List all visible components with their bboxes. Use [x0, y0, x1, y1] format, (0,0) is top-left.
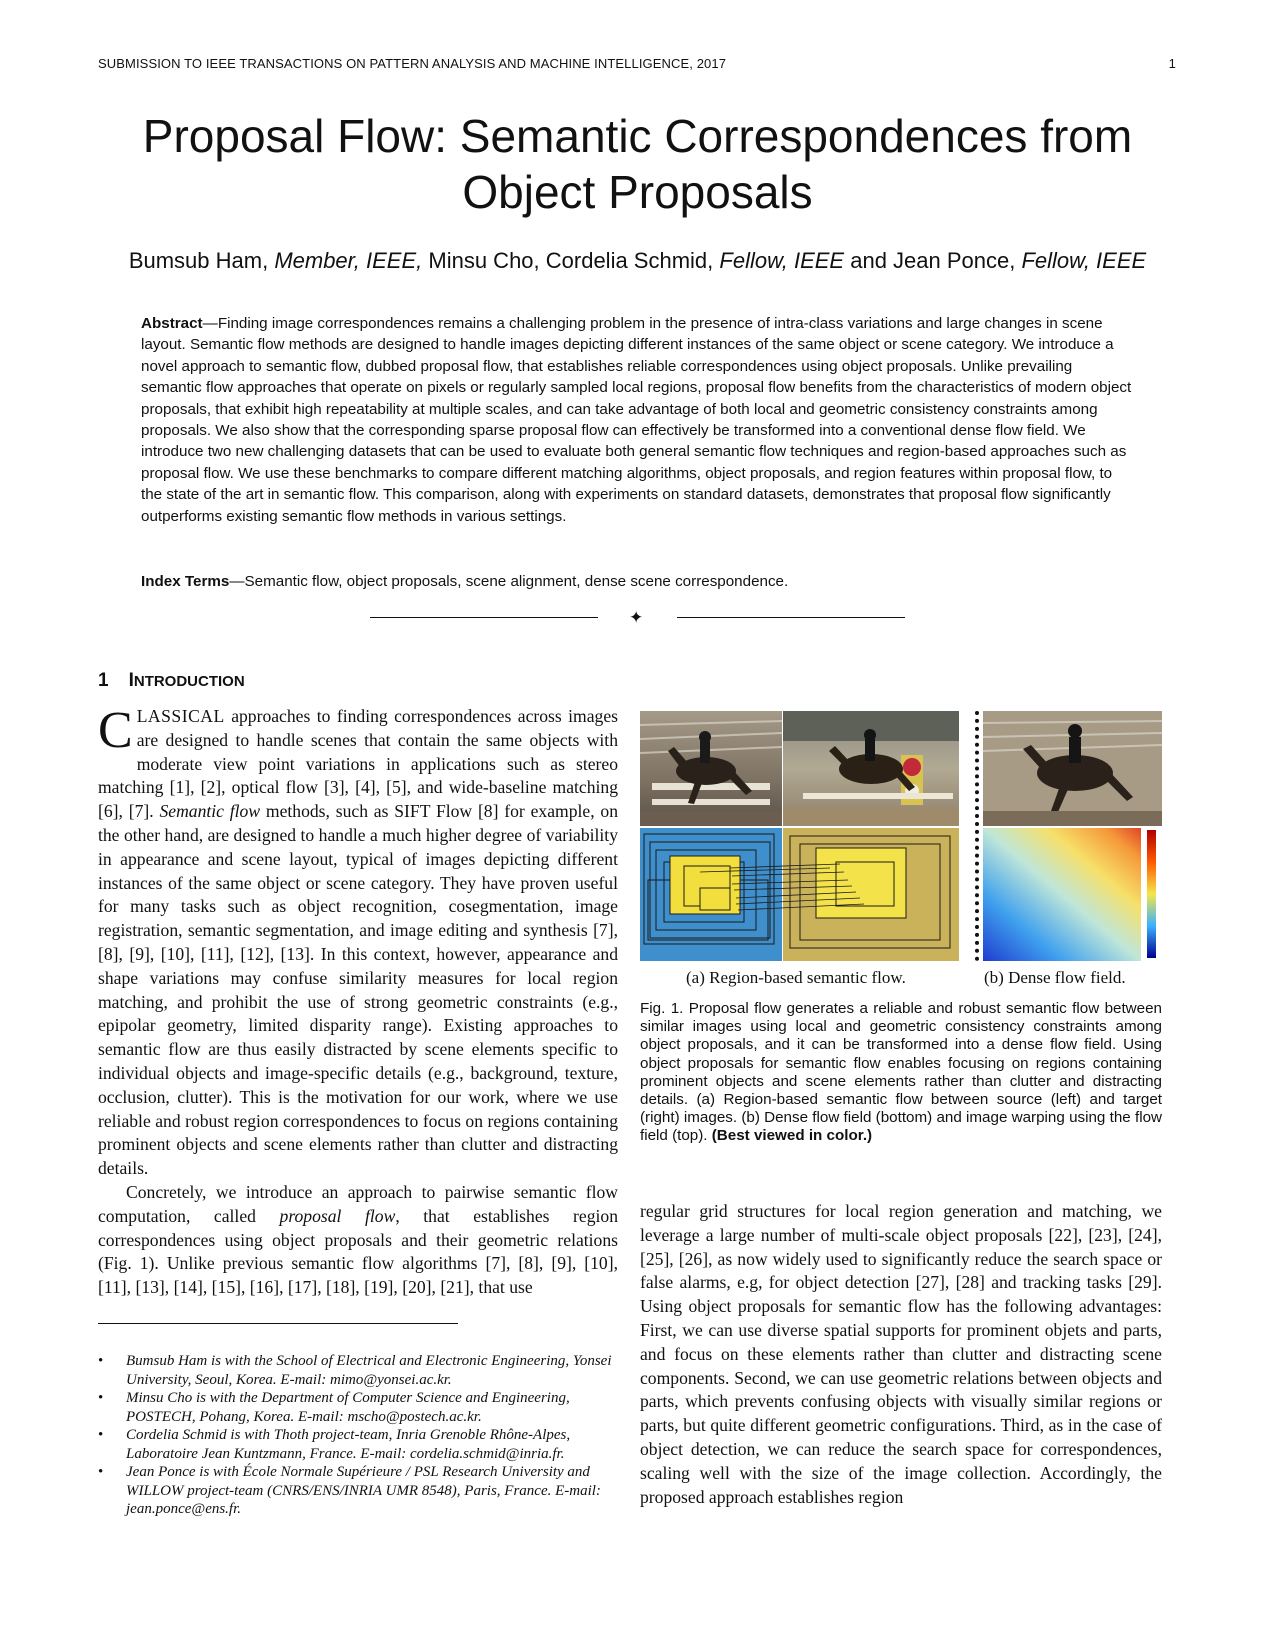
footnote-item — [98, 1463, 618, 1519]
figure-caption-text: Proposal flow generates a reliable and robust semantic flow between similar images using local and geometric consistency constraints among object proposals, and it can be transformed into a dense flow field. Using object proposals for semantic flow enables focusing on regions containing prominent objects and scene elements rather than clutter and distracting details. (a) Region-based semantic flow between source (left) and target (right) images. (b) Dense flow field (bottom) and image warping using the flow field (top). — [640, 1000, 1162, 1145]
figure-caption-bold: (Best viewed in color.) — [711, 1127, 873, 1145]
footnote-item — [98, 1389, 618, 1426]
drop-cap: C — [98, 702, 133, 759]
footnote-item — [98, 1352, 618, 1389]
subcaption-b: (b) Dense flow field. — [984, 968, 1126, 987]
author-1-role: Member, IEEE, — [274, 248, 423, 273]
subcaption-a: (a) Region-based semantic flow. — [686, 968, 906, 987]
target-image — [783, 711, 959, 826]
section-separator — [370, 608, 905, 627]
intro-p1-part-a: approaches to finding correspondences across images are designed to handle scenes that contain the same objects with moderate view point variations in applications such as stereo matching [1], [2], optical flow [3], [4], [5], and wide-baseline matching [6], [7]. — [98, 706, 618, 822]
figure-dotted-separator — [975, 711, 979, 961]
region-matching-visualization — [640, 828, 959, 961]
right-column — [640, 1200, 1162, 1509]
page-number: 1 — [1168, 56, 1176, 71]
index-terms — [141, 573, 1136, 590]
section-heading — [98, 670, 245, 692]
intro-p1-part-b: methods, such as SIFT Flow [8] for example, on the other hand, are designed to handle a much higher degree of variability in appearance and scene layout, typical of images depicting different instances of the same object or scene category. They have proven useful for many tasks such as object recognition, cosegmentation, image registration, semantic segmentation, and image editing and synthesis [7], [8], [9], [10], [11], [12], [13]. In this context, however, appearance and shape variations may confuse similarity measures for local region matching, and prohibit the use of strong geometric constraints (e.g., epipolar geometry, limited disparity range). Existing approaches to semantic flow are thus easily distracted by scene elements specific to individual objects and image-specific details (e.g., background, texture, occlusion, clutter). This is the motivation for our work, where we use reliable and robust region correspondences to focus on regions containing prominent objects and scene elements rather than clutter and distracting details. — [98, 801, 619, 1179]
footnote-text: Cordelia Schmid is with Thoth project-team, Inria Grenoble Rhône-Alpes, Laboratoire Jean Kuntzmann, France. E-mail: cordelia.schmid@inria.fr. — [126, 1427, 571, 1462]
intro-p2-part-b: , that establishes region correspondences using object proposals and their geometric relations (Fig. 1). Unlike previous semantic flow algorithms [7], [8], [9], [10], [11], [13], [14], [15], [16], [17], [18], [19], [20], [21], that use — [98, 1205, 618, 1298]
footnote-text: Minsu Cho is with the Department of Computer Science and Engineering, POSTECH, Pohang, Korea. E-mail: mscho@postech.ac.kr. — [126, 1390, 570, 1425]
diamond-icon: ✦ — [629, 608, 644, 627]
journal-name: SUBMISSION TO IEEE TRANSACTIONS ON PATTERN ANALYSIS AND MACHINE INTELLIGENCE, 2017 — [98, 56, 727, 71]
section-title-initial: I — [128, 670, 134, 691]
abstract-text: —Finding image correspondences remains a challenging problem in the presence of intra-class variations and large changes in scene layout. Semantic flow methods are designed to handle images depicting different instances of the same object or scene category. We introduce a novel approach to semantic flow, dubbed proposal flow, that establishes reliable correspondences using object proposals. Unlike prevailing semantic flow approaches that operate on pixels or regularly sampled local regions, proposal flow benefits from the characteristics of modern object proposals, that exhibit high repeatability at multiple scales, and can take advantage of both local and geometric consistency constraints among proposals. We also show that the corresponding sparse proposal flow can effectively be transformed into a conventional dense flow field. We introduce two new challenging datasets that can be used to evaluate both general semantic flow techniques and region-based approaches such as proposal flow. We use these benchmarks to compare different matching algorithms, object proposals, and region features within proposal flow, to the state of the art in semantic flow. This comparison, along with experiments on standard datasets, demonstrates that proposal flow significantly outperforms existing semantic flow methods in various settings. — [141, 315, 1132, 525]
intro-p2-part-a: Concretely, we introduce an approach to pairwise semantic flow computation, called — [98, 1181, 618, 1226]
source-image — [640, 711, 782, 826]
author-list — [80, 248, 1195, 274]
author-1: Bumsub Ham, — [128, 248, 275, 273]
index-terms-label: Index Terms — [141, 573, 230, 590]
footnote-text: Jean Ponce is with École Normale Supérieure / PSL Research University and WILLOW project-team (CNRS/ENS/INRIA UMR 8548), Paris, France. E-mail: jean.ponce@ens.fr. — [126, 1464, 601, 1517]
section-number: 1 — [98, 670, 109, 691]
intro-paragraph-2 — [98, 1181, 618, 1300]
bullet-icon: • — [98, 1353, 104, 1369]
intro-p1-emphasis: Semantic flow — [159, 801, 261, 822]
abstract-label: Abstract — [141, 315, 203, 332]
index-terms-text: —Semantic flow, object proposals, scene alignment, dense scene correspondence. — [229, 573, 789, 590]
abstract — [141, 313, 1136, 527]
footnote-text: Bumsub Ham is with the School of Electrical and Electronic Engineering, Yonsei University, Seoul, Korea. E-mail: mimo@yonsei.ac.kr. — [126, 1353, 612, 1388]
author-3-role: Fellow, IEEE — [719, 248, 845, 273]
figure-caption — [640, 1000, 1162, 1146]
bullet-icon: • — [98, 1390, 104, 1406]
bullet-icon: • — [98, 1464, 104, 1480]
title-line-2: Object Proposals — [462, 166, 813, 218]
running-head — [98, 56, 1176, 71]
separator-line-left — [370, 617, 598, 618]
intro-smallcaps: LASSICAL — [136, 706, 225, 726]
author-4-role: Fellow, IEEE — [1021, 248, 1147, 273]
right-column-paragraph: regular grid structures for local region generation and matching, we leverage a large number of multi-scale object proposals [22], [23], [24], [25], [26], as now widely used to significantly reduce the search space or false alarms, e.g, for object detection [27], [28] and tracking tasks [29]. Using object proposals for semantic flow has the following advantages: First, we can use diverse spatial supports for prominent objets and parts, and focus on these elements rather than clutter and distracting scene components. Second, we can use geometric relations between objects and parts, which prevents confusing objects with visually similar regions or parts, but quite different geometric configurations. Third, as in the case of object detection, we can reduce the search space for correspondences, scaling well with the size of the image collection. Accordingly, the proposed approach establishes region — [640, 1201, 1162, 1507]
section-title-rest: NTRODUCTION — [133, 673, 245, 690]
figure-caption-label: Fig. 1. — [640, 1000, 684, 1017]
author-2-3: Minsu Cho, Cordelia Schmid, — [422, 248, 720, 273]
paper-title — [80, 108, 1195, 220]
warped-image — [983, 711, 1162, 826]
author-4: and Jean Ponce, — [844, 248, 1022, 273]
title-line-1: Proposal Flow: Semantic Correspondences from — [142, 110, 1133, 162]
footnote-item — [98, 1426, 618, 1463]
bullet-icon: • — [98, 1427, 104, 1443]
intro-p2-emphasis: proposal flow — [279, 1205, 396, 1226]
figure-1 — [640, 711, 1162, 961]
intro-paragraph-1 — [98, 702, 619, 1181]
dense-flow-field — [983, 828, 1162, 961]
footnotes — [98, 1352, 618, 1519]
left-column — [98, 702, 619, 1300]
separator-line-right — [677, 617, 905, 618]
footnote-rule — [98, 1323, 458, 1324]
